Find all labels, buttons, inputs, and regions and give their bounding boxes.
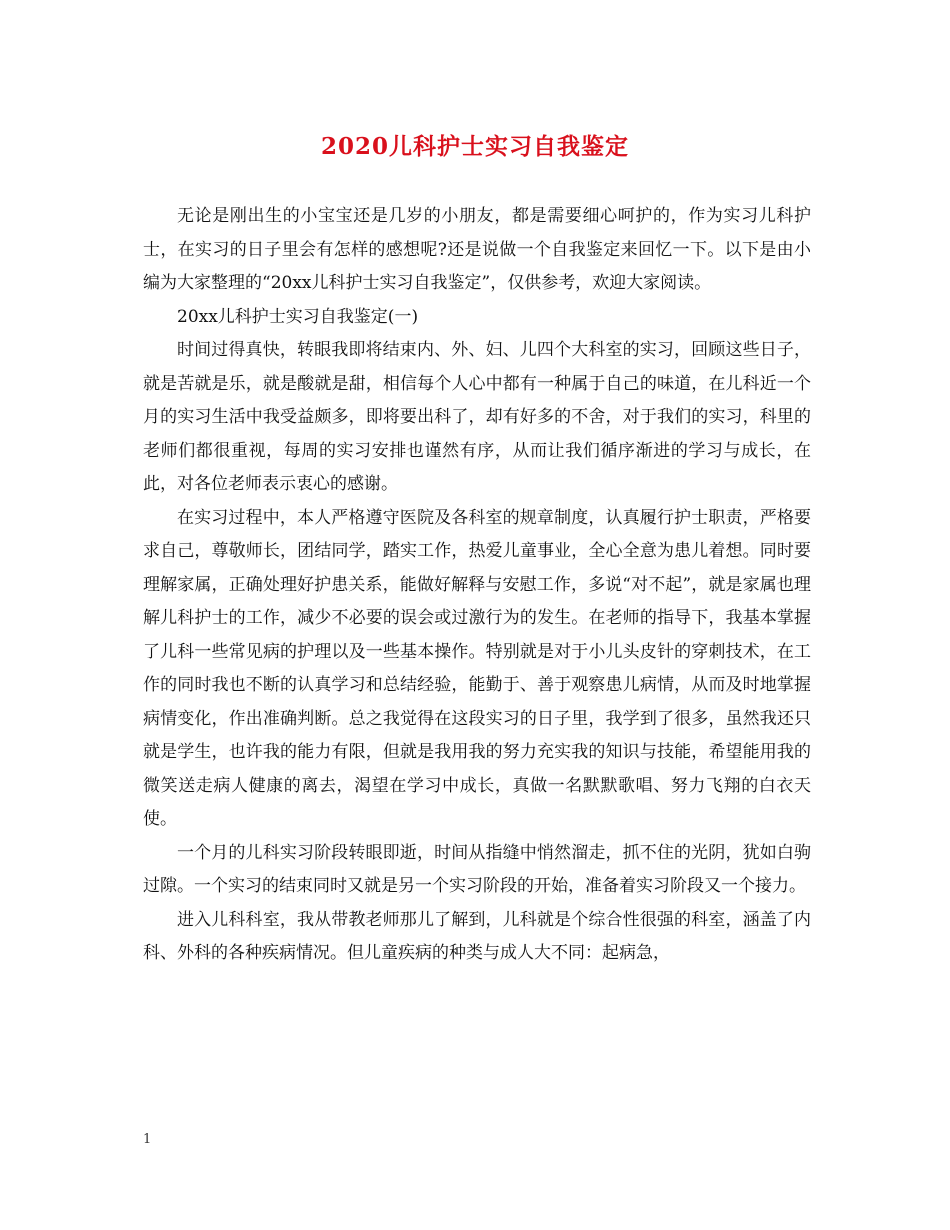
section-heading: 20xx儿科护士实习自我鉴定(一) — [177, 306, 419, 327]
paragraph-intro: 无论是刚出生的小宝宝还是几岁的小朋友，都是需要细心呵护的，作为实习儿科护士，在实习的日子里会有怎样的感想呢?还是说做一个自我鉴定来回忆一下。以下是由小编为大家整理的“20xx儿科护士实习自我鉴定”，仅供参考，欢迎大家阅读。 — [143, 206, 811, 293]
document-body — [143, 200, 811, 971]
page-number: 1 — [143, 1132, 152, 1147]
paragraph-entering-pediatrics: 进入儿科科室，我从带教老师那儿了解到，儿科就是个综合性很强的科室，涵盖了内科、外科的各种疾病情况。但儿童疾病的种类与成人大不同：起病急， — [143, 909, 811, 963]
paragraph-one-month: 一个月的儿科实习阶段转眼即逝，时间从指缝中悄然溜走，抓不住的光阴，犹如白驹过隙。一个实习的结束同时又就是另一个实习阶段的开始，准备着实习阶段又一个接力。 — [143, 842, 811, 896]
paragraph-time-flies: 时间过得真快，转眼我即将结束内、外、妇、儿四个大科室的实习，回顾这些日子，就是苦就是乐，就是酸就是甜，相信每个人心中都有一种属于自己的味道，在儿科近一个月的实习生活中我受益颇多，即将要出科了，却有好多的不舍，对于我们的实习，科里的老师们都很重视，每周的实习安排也谨然有序，从而让我们循序渐进的学习与成长，在此，对各位老师表示衷心的感谢。 — [143, 340, 811, 494]
paragraph-internship-process: 在实习过程中，本人严格遵守医院及各科室的规章制度，认真履行护士职责，严格要求自己，尊敬师长，团结同学，踏实工作，热爱儿童事业，全心全意为患儿着想。同时要理解家属，正确处理好护患关系，能做好解释与安慰工作，多说“对不起”，就是家属也理解儿科护士的工作，减少不必要的误会或过激行为的发生。在老师的指导下，我基本掌握了儿科一些常见病的护理以及一些基本操作。特别就是对于小儿头皮针的穿刺技术，在工作的同时我也不断的认真学习和总结经验，能勤于、善于观察患儿病情，从而及时地掌握病情变化，作出准确判断。总之我觉得在这段实习的日子里，我学到了很多，虽然我还只就是学生，也许我的能力有限，但就是我用我的努力充实我的知识与技能，希望能用我的微笑送走病人健康的离去，渴望在学习中成长，真做一名默默歌唱、努力飞翔的白衣天使。 — [143, 507, 811, 829]
document-title: 2020儿科护士实习自我鉴定 — [320, 133, 629, 160]
